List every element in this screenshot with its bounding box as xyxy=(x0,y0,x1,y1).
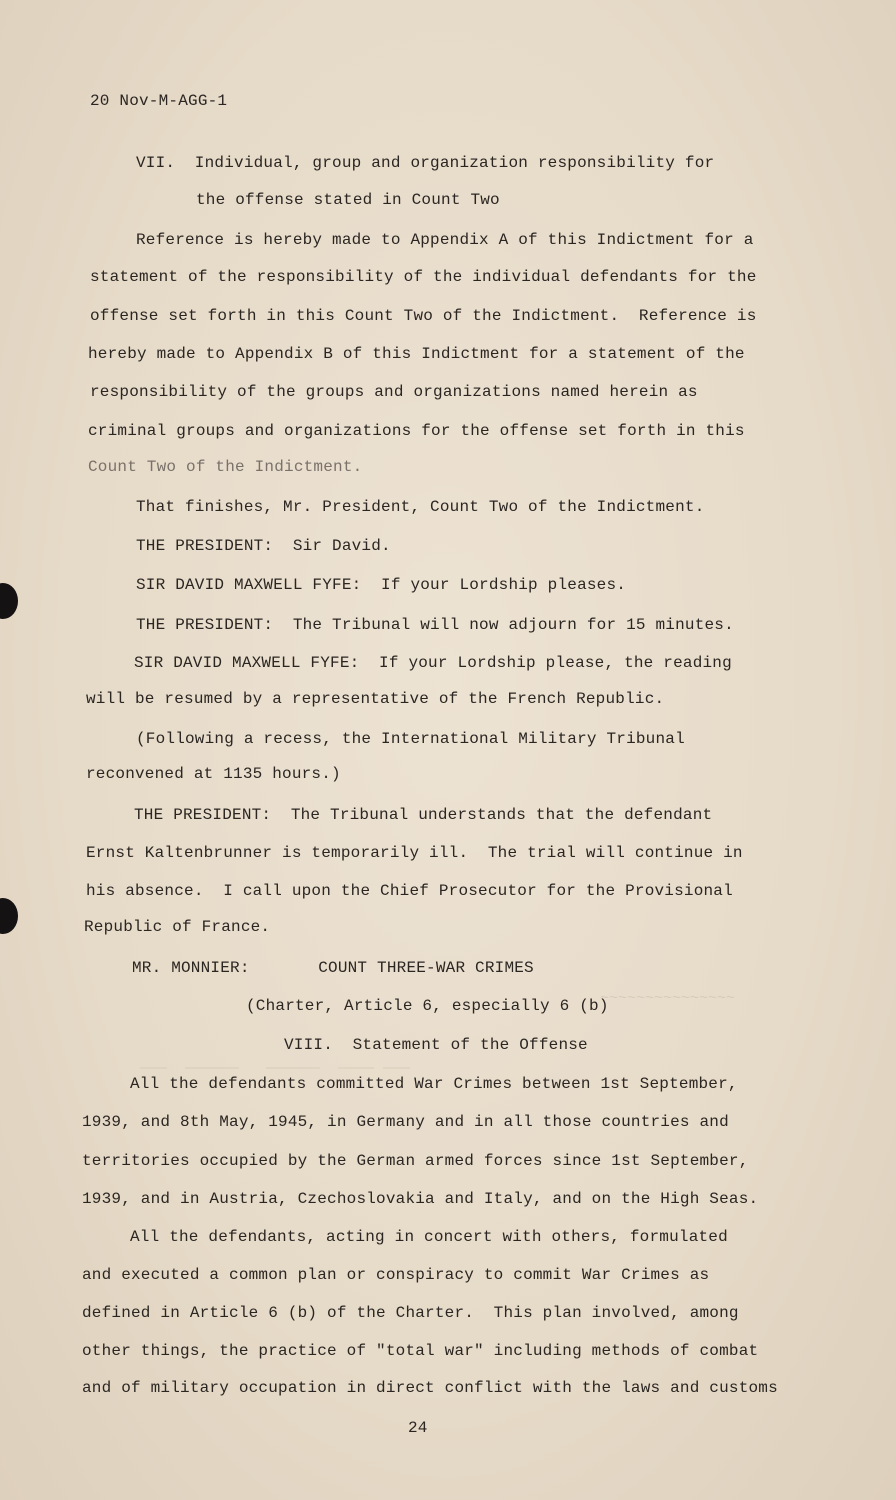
paragraph-line: criminal groups and organizations for the offense set forth in this xyxy=(88,422,745,440)
transcript-line: THE PRESIDENT: The Tribunal understands that the defendant xyxy=(134,806,713,824)
transcript-line: Republic of France. xyxy=(84,918,271,936)
paragraph-line: and of military occupation in direct conflict with the laws and customs xyxy=(82,1379,778,1397)
punch-hole xyxy=(0,583,18,619)
paragraph-line: hereby made to Appendix B of this Indictment for a statement of the xyxy=(88,345,745,363)
punch-hole xyxy=(0,898,18,934)
bleed-through-smudge: ~~~~~~~~~~~~~~~ xyxy=(600,990,736,1007)
paragraph-line: other things, the practice of "total war" including methods of combat xyxy=(82,1342,759,1360)
section-heading: the offense stated in Count Two xyxy=(196,191,500,209)
paragraph-line: statement of the responsibility of the individual defendants for the xyxy=(90,268,757,286)
count-heading: MR. MONNIER: COUNT THREE-WAR CRIMES xyxy=(132,959,534,977)
document-reference: 20 Nov-M-AGG-1 xyxy=(90,92,228,110)
transcript-line: That finishes, Mr. President, Count Two of the Indictment. xyxy=(136,498,705,516)
paragraph-line: 1939, and in Austria, Czechoslovakia and Italy, and on the High Seas. xyxy=(82,1190,759,1208)
paragraph-line: defined in Article 6 (b) of the Charter. This plan involved, among xyxy=(82,1304,739,1322)
paragraph-line: Count Two of the Indictment. xyxy=(88,458,363,476)
transcript-line: will be resumed by a representative of the French Republic. xyxy=(86,690,665,708)
transcript-line: Ernst Kaltenbrunner is temporarily ill. The trial will continue in xyxy=(86,844,743,862)
paragraph-line: and executed a common plan or conspiracy to commit War Crimes as xyxy=(82,1266,710,1284)
paragraph-line: responsibility of the groups and organizations named herein as xyxy=(90,383,698,401)
paragraph-line: All the defendants committed War Crimes between 1st September, xyxy=(130,1075,738,1093)
bleed-through-smudge: ——— —————— —————— ———— ——— xyxy=(140,1060,411,1077)
transcript-line: (Following a recess, the International Military Tribunal xyxy=(136,730,685,748)
paragraph-line: All the defendants, acting in concert with others, formulated xyxy=(130,1228,728,1246)
section-heading: VII. Individual, group and organization responsibility for xyxy=(136,154,715,172)
transcript-line: THE PRESIDENT: The Tribunal will now adjourn for 15 minutes. xyxy=(136,616,734,634)
section-heading: VIII. Statement of the Offense xyxy=(284,1036,588,1054)
page-number: 24 xyxy=(408,1419,428,1437)
transcript-line: reconvened at 1135 hours.) xyxy=(86,765,341,783)
transcript-line: his absence. I call upon the Chief Prosecutor for the Provisional xyxy=(86,882,733,900)
paragraph-line: 1939, and 8th May, 1945, in Germany and in all those countries and xyxy=(82,1113,729,1131)
transcript-line: SIR DAVID MAXWELL FYFE: If your Lordship pleases. xyxy=(136,576,627,594)
transcript-line: SIR DAVID MAXWELL FYFE: If your Lordship please, the reading xyxy=(134,654,732,672)
charter-reference: (Charter, Article 6, especially 6 (b) xyxy=(246,997,609,1015)
paragraph-line: offense set forth in this Count Two of the Indictment. Reference is xyxy=(90,307,757,325)
paragraph-line: Reference is hereby made to Appendix A of this Indictment for a xyxy=(136,231,754,249)
transcript-line: THE PRESIDENT: Sir David. xyxy=(136,537,391,555)
paragraph-line: territories occupied by the German armed forces since 1st September, xyxy=(82,1152,749,1170)
